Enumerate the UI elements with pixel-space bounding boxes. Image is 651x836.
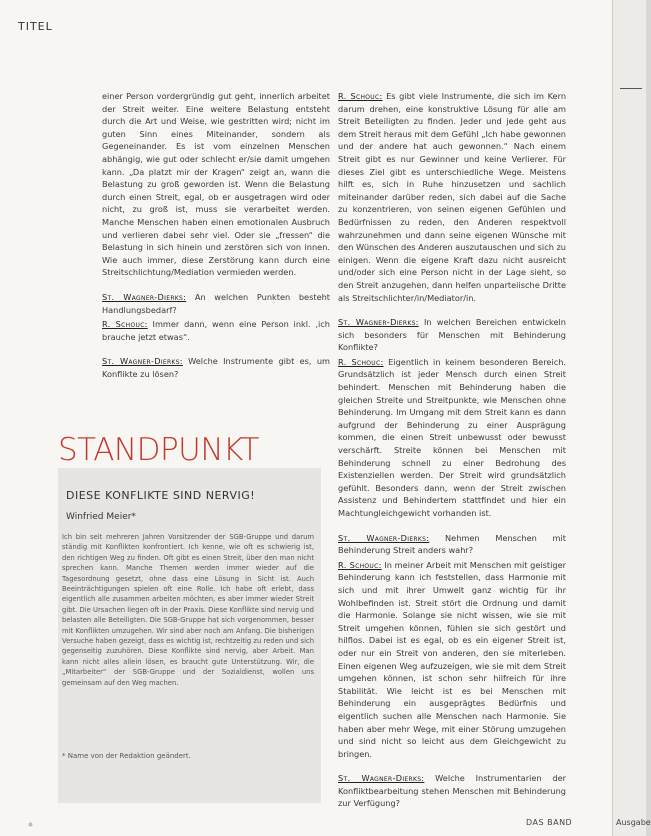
- speaker-name: St. Wagner-Dierks:: [338, 532, 430, 543]
- question-text: Welche Instrumentarien der Konfliktbearbeitung stehen Menschen mit Behinderung zur Verfügung?: [338, 773, 566, 809]
- section-label: TITEL: [18, 20, 53, 33]
- answer: [338, 356, 566, 520]
- question: [338, 772, 566, 810]
- standpunkt-heading: STANDPUNKT: [58, 432, 259, 468]
- page-marker-icon: [28, 822, 33, 827]
- speaker-name: R. Schouc:: [338, 559, 382, 570]
- answer: [338, 90, 566, 304]
- speaker-name: St. Wagner-Dierks:: [338, 773, 425, 784]
- question: [338, 532, 566, 557]
- interview-column-right: [338, 90, 566, 822]
- speaker-name: R. Schouc:: [338, 91, 383, 101]
- question: [338, 316, 566, 354]
- next-page-edge: [612, 0, 646, 836]
- interview-column-left: [102, 90, 330, 392]
- answer-text: Immer dann, wenn eine Person inkl. ‚ich brauche jetzt etwas“.: [102, 319, 330, 342]
- speaker-name: St. Wagner-Dierks:: [102, 291, 187, 302]
- answer-text: Eigentlich in keinem besonderen Bereich. Grundsätzlich ist jeder Mensch durch einen Streit behindert. Menschen mit Behinderung haben die gleichen Streite und Streitpunkte, wie Menschen ohne Behinderung. Im Umgang mit dem Streit kann es dann aufgrund der Behinderung zu einer Ausprägung kommen, die einen Streit unbewusst oder bewusst verschärft. Streite können bei Menschen mit Behinderung schnell zu einer Bedrohung des Existenziellen werden. Der Streit wird grundsätzlich gefühlt. Besonders dann, wenn der Streit zwischen Assistenz und Behindertem stattfindet und hier ein Machtungleichgewicht vorhanden ist.: [338, 356, 567, 518]
- speaker-name: St. Wagner-Dierks:: [338, 317, 419, 328]
- question: [102, 291, 330, 316]
- paragraph: einer Person vordergründig gut geht, innerlich arbeitet der Streit weiter. Eine weitere Belastung entsteht durch die Art und Weise, wie gestritten wird; nicht im guten Sinn eines Miteinander, sondern als Gegeneinander. Es ist vom einzelnen Menschen abhängig, wie gut oder schlecht er/sie damit umgehen kann. „Da platzt mir der Kragen“ zeigt an, wann die Belastung zu groß geworden ist. Wenn die Belastung durch einen Streit, egal, ob er ausgetragen wird oder nicht, zu groß ist, muss sie verarbeitet werden. Manche Menschen haben einen emotionalen Ausbruch und verlieren dabei sehr viel. Oder sie „fressen“ die Belastung in sich hinein und zerstören sich von innen. Wie auch immer, diese Zerstörung kann durch eine Streitschlichtung/Mediation vermieden werden.: [102, 91, 330, 278]
- question-text: Welche Instrumente gibt es, um Konflikte zu lösen?: [102, 356, 330, 379]
- standpunkt-title: DIESE KONFLIKTE SIND NERVIG!: [66, 489, 256, 502]
- standpunkt-footnote: * Name von der Redaktion geändert.: [62, 752, 191, 760]
- answer: [102, 318, 330, 343]
- next-page-footer: Ausgabe: [616, 818, 651, 827]
- speaker-name: R. Schouc:: [102, 319, 148, 330]
- question-text: In welchen Bereichen entwickeln sich besonders für Menschen mit Behinderung Konflikte?: [338, 317, 566, 353]
- answer-text: Es gibt viele Instrumente, die sich im Kern darum drehen, eine konstruktive Lösung für alle am Streit Beteiligten zu finden. Jeder und jede geht aus dem Streit heraus mit dem Gefühl „Ich habe gewonnen und der andere hat auch gewonnen.“ Nach einem Streit gibt es nur Gewinner und keine Verlierer. Für dieses Ziel gibt es unterschiedliche Wege. Meistens hilft es, sich in Ruhe hinzusetzen und sachlich miteinander darüber reden, sich dabei auf die Sache zu konzentrieren, von seinen eigenen Gefühlen und Bedürfnissen zu reden, den Anderen respektvoll wahrzunehmen und dann seine eigenen Wünsche mit den Wünschen des Anderen auszutauschen und sich zu einigen. Wenn die eigene Kraft dazu nicht ausreicht und/oder sich eine Person nicht in der Lage sieht, so den Streit anzugehen, dann helfen unparteiische Dritte als Streitschlichter/in/Mediator/in.: [338, 91, 567, 303]
- speaker-name: St. Wagner-Dierks:: [102, 356, 183, 367]
- standpunkt-body: Ich bin seit mehreren Jahren Vorsitzender der SGB-Gruppe und darum ständig mit Konflikten konfrontiert. Ich kenne, wie oft es schwierig ist, den richtigen Weg zu finden. Oft gibt es einen Streit, über den man nicht sprechen kann. Manche Themen werden immer wieder auf die Tagesordnung gesetzt, ohne dass eine Lösung in Sicht ist. Auch Beeinträchtigungen spielen oft eine Rolle. Ich habe oft erlebt, dass eigentlich alle zusammen arbeiten möchten, es aber immer wieder Streit gibt. Die Ursachen liegen oft in der Praxis. Diese Konflikte sind nervig und belasten alle Beteiligten. Die SGB-Gruppe hat sich vorgenommen, besser mit Konflikten umzugehen. Wir sind aber noch am Anfang. Die bisherigen Versuche haben gezeigt, dass es wichtig ist, rechtzeitig zu reden und sich gegenseitig zuzuhören. Diese Konflikte sind nervig, aber Arbeit. Man kann nicht alles allein lösen, es braucht gute Unterstützung. Wir, die „Mitarbeiter“ der SGB-Gruppe und der Sozialdienst, wollen uns gemeinsam auf den Weg machen.: [62, 533, 314, 687]
- question-text: An welchen Punkten besteht Handlungsbedarf?: [102, 291, 331, 315]
- magazine-footer: DAS BAND: [526, 818, 573, 827]
- question-text: Nehmen Menschen mit Behinderung Streit anders wahr?: [338, 532, 567, 556]
- answer-text: In meiner Arbeit mit Menschen mit geistiger Behinderung kann ich feststellen, dass Harmonie mit sich und mit ihrer Umwelt ganz wichtig für ihr Wohlbefinden ist. Streit stört die Ordnung und damit die Harmonie. Solange sie nicht wissen, wie sie mit Streit umgehen können, fühlen sie sich gestört und hilflos. Dabei ist es egal, ob es ein eigener Streit ist, oder nur ein Streit von anderen, den sie miterleben. Einen eigenen Weg aufzuzeigen, wie sie mit dem Streit umgehen können, ist schon sehr hilfreich für ihre Stabilität. Wie leicht ist es bei Menschen mit Behinderung ein ausgeprägtes Bedürfnis und eigentlich suchen alle Menschen nach Harmonie. Sie haben aber mehr Wege, mit einer Störung umzugehen und sind nicht so leicht aus dem Gleichgewicht zu bringen.: [338, 559, 567, 759]
- answer: [338, 559, 566, 761]
- standpunkt-author: Winfried Meier*: [66, 512, 136, 522]
- question: [102, 355, 330, 380]
- next-page-rule: [620, 88, 642, 89]
- speaker-name: R. Schouc:: [338, 356, 384, 367]
